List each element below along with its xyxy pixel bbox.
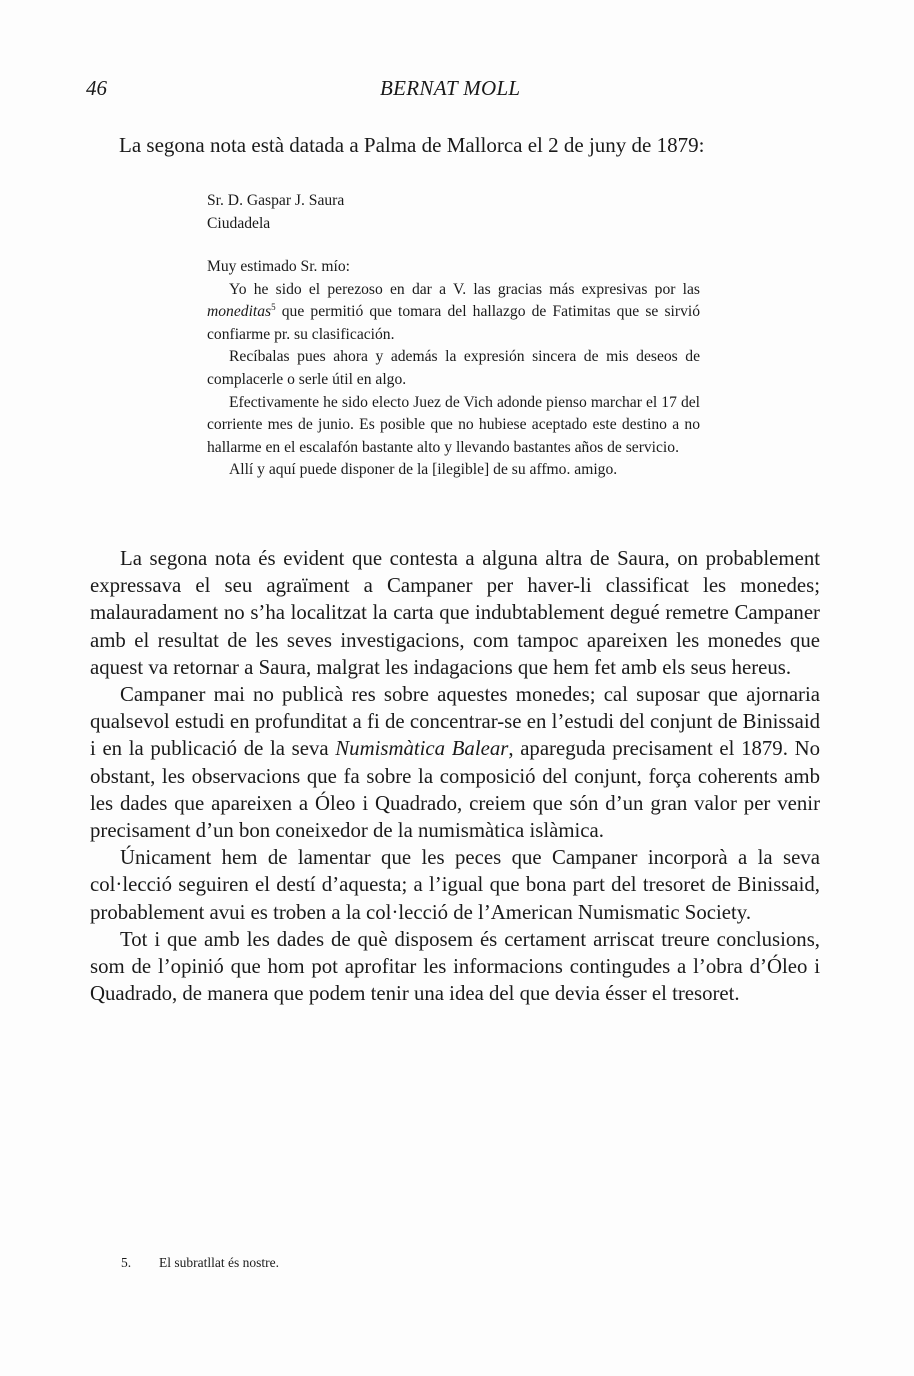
letter-paragraph-2: Recíbalas pues ahora y además la expresión sincera de mis deseos de complacerle o serle útil en algo.	[207, 348, 700, 388]
letter-p1-text-b: que permitió que tomara del hallazgo de Fatimitas que se sirvió confiarme pr. su clasificación.	[207, 303, 700, 343]
footnote-reference: 5	[271, 302, 276, 312]
footnote-text: El subratllat és nostre.	[159, 1255, 279, 1270]
quoted-letter	[207, 256, 700, 482]
body-p2-italic-title: Numismàtica Balear	[335, 737, 509, 761]
intro-line: La segona nota està datada a Palma de Mallorca el 2 de juny de 1879:	[119, 133, 705, 157]
letter-address	[207, 189, 700, 235]
body-paragraph-4: Tot i que amb les dades de què disposem és certament arriscat treure conclusions, som de l’opinió que hom pot aprofitar les informacions contingudes a l’obra d’Óleo i Quadrado, de manera que podem tenir una idea del que devia ésser el tresoret.	[90, 927, 820, 1006]
footnote-number: 5.	[121, 1255, 132, 1270]
footnote	[121, 1255, 279, 1271]
letter-paragraph-3: Efectivamente he sido electo Juez de Vich adonde pienso marchar el 17 del corriente mes de junio. Es posible que no hubiese aceptado este destino a no hallarme en el escalafón bastante alto y llevando bastantes años de servicio.	[207, 393, 700, 456]
body-p2-text-b: , apareguda precisament el 1879. No obstant, les observacions que fa sobre la composició del conjunt, força coherents amb les dades que apareixen a Óleo i Quadrado, creiem que són d’un gran valor per venir precisament d’un bon coneixedor de la numismàtica islàmica.	[90, 737, 820, 843]
letter-place: Ciudadela	[207, 215, 271, 232]
body-p2-text-a: Campaner mai no publicà res sobre aquestes monedes; cal suposar que ajornaria qualsevol estudi en profunditat a fi de concentrar-se en l’estudi del conjunt de Binissaid i en la publicació de la seva	[90, 683, 820, 761]
body-paragraph-2	[90, 681, 820, 844]
letter-p1-text-a: Yo he sido el perezoso en dar a V. las gracias más expresivas por las	[229, 280, 700, 298]
body-paragraph-1: La segona nota és evident que contesta a alguna altra de Saura, on probablement expressava el seu agraïment a Campaner per haver-li classificat les monedes; malauradament no s’ha localitzat la carta que indubtablement degué remetre Campaner amb el resultat de les seves investigacions, com tampoc apareixen les monedes que aquest va retornar a Saura, malgrat les indagacions que hem fet amb els seus hereus.	[90, 547, 820, 679]
page-number: 46	[86, 76, 107, 100]
main-text	[90, 545, 820, 1007]
letter-salutation: Muy estimado Sr. mío:	[207, 258, 350, 275]
letter-closing: Allí y aquí puede disponer de la [ilegible] de su affmo. amigo.	[229, 461, 618, 479]
letter-p1-italic: moneditas	[207, 303, 272, 321]
running-head: BERNAT MOLL	[380, 76, 521, 100]
body-paragraph-3: Únicament hem de lamentar que les peces que Campaner incorporà a la seva col·lecció seguiren el destí d’aquesta; a l’igual que bona part del tresoret de Binissaid, probablement avui es troben a la col·lecció de l’American Numismatic Society.	[90, 846, 820, 924]
letter-addressee: Sr. D. Gaspar J. Saura	[207, 192, 345, 209]
letter-paragraph-1	[207, 279, 700, 347]
